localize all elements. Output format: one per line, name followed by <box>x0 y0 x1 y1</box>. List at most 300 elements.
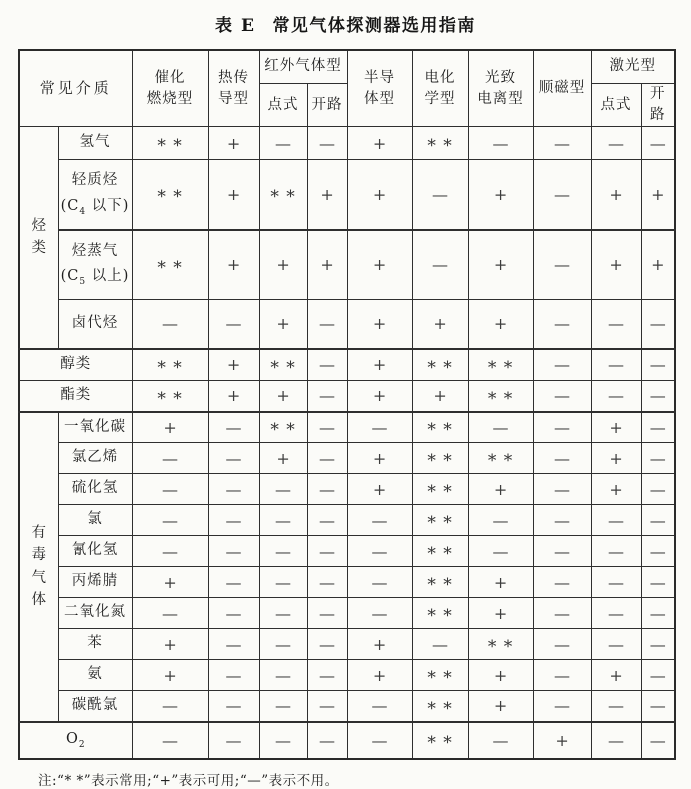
rating-cell <box>208 443 259 474</box>
rating-cell <box>208 474 259 505</box>
table-row <box>19 160 675 230</box>
rating-symbol: + <box>609 184 623 204</box>
gas-detector-selection-table <box>18 49 676 760</box>
table-row <box>19 598 675 629</box>
table-body <box>19 127 675 759</box>
rating-symbol: — <box>554 448 571 468</box>
rating-symbol: + <box>276 386 290 406</box>
rating-cell <box>259 660 307 691</box>
rating-cell <box>412 381 468 412</box>
rating-cell <box>641 127 675 160</box>
rating-cell <box>259 443 307 474</box>
rating-symbol: * * <box>427 136 453 157</box>
rating-cell <box>533 412 591 443</box>
rating-symbol: — <box>554 184 571 204</box>
rating-cell <box>208 629 259 660</box>
rating-symbol: — <box>319 510 336 530</box>
rating-symbol: + <box>609 665 623 685</box>
rating-symbol: — <box>492 417 509 437</box>
rating-symbol: — <box>319 603 336 623</box>
rating-cell <box>641 536 675 567</box>
rating-cell <box>132 567 208 598</box>
rating-symbol: — <box>608 696 625 716</box>
rating-cell <box>208 381 259 412</box>
rating-cell <box>468 160 533 230</box>
media-name <box>58 660 132 691</box>
label-text: (C <box>60 197 80 214</box>
rating-symbol: — <box>371 730 388 750</box>
rating-symbol: — <box>649 314 666 334</box>
rating-cell <box>259 412 307 443</box>
rating-cell <box>641 629 675 660</box>
rating-symbol: — <box>162 479 179 499</box>
rating-symbol: + <box>320 255 334 275</box>
media-name <box>19 722 132 759</box>
rating-symbol: — <box>319 133 336 153</box>
rating-symbol: + <box>276 314 290 334</box>
rating-cell <box>307 160 347 230</box>
rating-symbol: + <box>609 255 623 275</box>
rating-cell <box>591 505 641 536</box>
rating-symbol: — <box>554 417 571 437</box>
rating-cell <box>591 474 641 505</box>
rating-symbol: — <box>554 603 571 623</box>
rating-cell <box>533 381 591 412</box>
rating-symbol: + <box>493 479 508 499</box>
rating-cell <box>259 160 307 230</box>
legend-note: 注:“* *”表示常用;“+”表示可用;“—”表示不用。 <box>38 772 339 789</box>
rating-symbol: * * <box>427 420 453 441</box>
rating-symbol: + <box>372 479 387 499</box>
rating-symbol: + <box>433 314 447 334</box>
table-row <box>19 505 675 536</box>
rating-cell <box>208 349 259 381</box>
rating-symbol: — <box>554 386 571 406</box>
rating-symbol: — <box>225 634 242 654</box>
rating-cell <box>347 443 412 474</box>
rating-symbol: — <box>554 696 571 716</box>
rating-symbol: — <box>275 665 292 685</box>
rating-symbol: + <box>372 355 387 375</box>
rating-symbol: — <box>225 448 242 468</box>
rating-symbol: — <box>162 603 179 623</box>
rating-cell <box>307 443 347 474</box>
label-text: 醇类 <box>60 356 92 373</box>
rating-symbol: + <box>493 603 508 623</box>
rating-cell <box>307 300 347 349</box>
rating-symbol: * * <box>427 606 453 627</box>
rating-symbol: — <box>225 510 242 530</box>
rating-cell <box>412 660 468 691</box>
rating-symbol: — <box>432 184 449 204</box>
rating-cell <box>412 160 468 230</box>
rating-cell <box>208 127 259 160</box>
rating-symbol: — <box>608 603 625 623</box>
label-text: 苯 <box>87 635 103 652</box>
rating-symbol: + <box>372 386 387 406</box>
rating-symbol: — <box>225 572 242 592</box>
rating-cell <box>307 349 347 381</box>
rating-symbol: — <box>225 730 242 750</box>
rating-cell <box>132 300 208 349</box>
rating-symbol: — <box>649 541 666 561</box>
rating-cell <box>533 505 591 536</box>
rating-symbol: * * <box>157 388 183 409</box>
label-text: 卤代烃 <box>71 315 119 332</box>
rating-symbol: — <box>275 634 292 654</box>
rating-symbol: — <box>162 510 179 530</box>
rating-symbol: — <box>275 696 292 716</box>
rating-cell <box>347 349 412 381</box>
rating-symbol: + <box>651 184 665 204</box>
rating-cell <box>307 536 347 567</box>
rating-cell <box>533 230 591 300</box>
rating-cell <box>132 505 208 536</box>
rating-cell <box>412 629 468 660</box>
rating-symbol: — <box>371 510 388 530</box>
rating-symbol: — <box>319 665 336 685</box>
rating-symbol: + <box>163 417 177 437</box>
rating-cell <box>591 349 641 381</box>
media-name <box>58 536 132 567</box>
rating-cell <box>641 691 675 722</box>
header-text: 学型 <box>424 90 456 107</box>
rating-symbol: + <box>493 255 508 275</box>
rating-symbol: + <box>493 314 508 334</box>
rating-symbol: * * <box>270 357 296 378</box>
label-text: (C <box>60 268 80 285</box>
rating-symbol: * * <box>427 513 453 534</box>
rating-cell <box>208 160 259 230</box>
rating-cell <box>412 536 468 567</box>
rating-symbol: — <box>554 133 571 153</box>
col-header-electrochemical <box>412 50 468 127</box>
rating-symbol: — <box>432 255 449 275</box>
rating-cell <box>468 349 533 381</box>
rating-symbol: — <box>319 448 336 468</box>
media-name <box>58 127 132 160</box>
rating-symbol: + <box>226 255 241 275</box>
rating-symbol: * * <box>427 544 453 565</box>
rating-cell <box>259 722 307 759</box>
label-text: 轻质烃 <box>71 172 119 189</box>
header-text: 催化 <box>154 69 186 86</box>
rating-symbol: — <box>225 314 242 334</box>
rating-symbol: — <box>319 730 336 750</box>
rating-cell <box>259 536 307 567</box>
rating-cell <box>347 536 412 567</box>
rating-symbol: — <box>649 634 666 654</box>
table-row <box>19 230 675 300</box>
rating-cell <box>468 230 533 300</box>
header-text: 热传 <box>218 69 250 86</box>
rating-cell <box>412 412 468 443</box>
rating-cell <box>347 567 412 598</box>
media-name <box>58 598 132 629</box>
rating-cell <box>533 629 591 660</box>
table-row <box>19 660 675 691</box>
rating-symbol: — <box>554 665 571 685</box>
header-text: 燃烧型 <box>146 90 194 107</box>
header-text: 电化 <box>424 69 456 86</box>
rating-symbol: * * <box>157 187 183 208</box>
rating-cell <box>533 660 591 691</box>
label-text: 二氧化氮 <box>64 604 126 621</box>
media-group-label: 烃 类 <box>19 127 58 349</box>
rating-cell <box>412 474 468 505</box>
rating-symbol: * * <box>487 388 514 409</box>
rating-symbol: * * <box>427 733 453 754</box>
rating-symbol: + <box>372 255 387 275</box>
rating-symbol: + <box>609 417 623 437</box>
rating-symbol: + <box>372 665 387 685</box>
media-name <box>58 160 132 230</box>
rating-symbol: — <box>319 696 336 716</box>
rating-cell <box>132 691 208 722</box>
rating-cell <box>412 443 468 474</box>
rating-symbol: — <box>554 255 571 275</box>
col-header-media: 常见介质 <box>19 50 132 127</box>
rating-symbol: — <box>554 634 571 654</box>
rating-symbol: — <box>319 572 336 592</box>
label-text: 碳酰氯 <box>71 697 119 714</box>
rating-symbol: — <box>275 541 292 561</box>
rating-cell <box>347 598 412 629</box>
rating-cell <box>468 567 533 598</box>
media-name <box>58 300 132 349</box>
rating-cell <box>533 349 591 381</box>
rating-cell <box>412 230 468 300</box>
media-name <box>58 691 132 722</box>
rating-cell <box>132 660 208 691</box>
rating-cell <box>307 691 347 722</box>
rating-symbol: — <box>608 510 625 530</box>
rating-symbol: + <box>372 184 387 204</box>
rating-cell <box>591 722 641 759</box>
media-name <box>58 567 132 598</box>
rating-symbol: — <box>225 603 242 623</box>
rating-symbol: * * <box>157 257 183 278</box>
table-row <box>19 443 675 474</box>
rating-symbol: * * <box>427 668 453 689</box>
media-name <box>58 629 132 660</box>
label-text: 氢气 <box>79 134 111 151</box>
table-row <box>19 567 675 598</box>
rating-symbol: — <box>162 448 179 468</box>
rating-symbol: — <box>225 417 242 437</box>
rating-symbol: — <box>371 603 388 623</box>
rating-symbol: — <box>319 314 336 334</box>
rating-symbol: — <box>608 355 625 375</box>
rating-symbol: + <box>226 184 241 204</box>
rating-cell <box>533 300 591 349</box>
rating-symbol: — <box>649 355 666 375</box>
rating-cell <box>533 691 591 722</box>
rating-cell <box>259 127 307 160</box>
rating-cell <box>641 230 675 300</box>
rating-cell <box>132 629 208 660</box>
rating-cell <box>208 691 259 722</box>
table-row <box>19 722 675 759</box>
rating-cell <box>347 160 412 230</box>
table-header <box>19 50 675 127</box>
rating-symbol: — <box>554 572 571 592</box>
rating-cell <box>347 505 412 536</box>
rating-symbol: — <box>371 417 388 437</box>
col-header-laser: 激光型 <box>591 50 675 84</box>
rating-cell <box>468 474 533 505</box>
rating-cell <box>307 629 347 660</box>
rating-cell <box>468 443 533 474</box>
rating-cell <box>132 722 208 759</box>
rating-symbol: — <box>608 730 625 750</box>
rating-symbol: * * <box>487 357 514 378</box>
rating-cell <box>259 598 307 629</box>
rating-symbol: — <box>371 541 388 561</box>
rating-symbol: — <box>371 572 388 592</box>
rating-symbol: * * <box>427 698 453 719</box>
rating-cell <box>641 349 675 381</box>
rating-symbol: — <box>225 696 242 716</box>
rating-cell <box>468 127 533 160</box>
rating-symbol: + <box>651 255 665 275</box>
rating-cell <box>208 300 259 349</box>
label-text: 烃蒸气 <box>71 242 119 259</box>
rating-symbol: * * <box>427 575 453 596</box>
rating-symbol: * * <box>270 420 296 441</box>
rating-cell <box>307 567 347 598</box>
rating-symbol: — <box>649 479 666 499</box>
table-row <box>19 629 675 660</box>
media-name <box>58 412 132 443</box>
col-header-laser-point: 点式 <box>591 84 641 127</box>
col-header-paramagnetic: 顺磁型 <box>533 50 591 127</box>
media-name <box>19 381 132 412</box>
rating-symbol: + <box>372 133 387 153</box>
subscript-text: 2 <box>78 739 86 750</box>
rating-symbol: — <box>492 541 509 561</box>
header-text: 导型 <box>218 90 250 107</box>
rating-cell <box>132 127 208 160</box>
label-text: 以上) <box>86 268 130 285</box>
rating-symbol: — <box>225 479 242 499</box>
rating-cell <box>591 230 641 300</box>
rating-symbol: — <box>225 541 242 561</box>
rating-cell <box>591 536 641 567</box>
rating-symbol: + <box>493 696 508 716</box>
rating-symbol: * * <box>157 136 183 157</box>
rating-cell <box>468 598 533 629</box>
media-name <box>58 230 132 300</box>
rating-symbol: + <box>163 572 177 592</box>
rating-symbol: * * <box>427 482 453 503</box>
rating-symbol: — <box>275 572 292 592</box>
rating-symbol: — <box>371 696 388 716</box>
rating-symbol: — <box>554 510 571 530</box>
label-text: 以下) <box>86 197 130 214</box>
rating-cell <box>641 567 675 598</box>
rating-cell <box>641 381 675 412</box>
rating-cell <box>307 412 347 443</box>
table-row <box>19 474 675 505</box>
col-header-catalytic <box>132 50 208 127</box>
rating-cell <box>412 300 468 349</box>
rating-symbol: — <box>275 603 292 623</box>
rating-cell <box>259 300 307 349</box>
subscript-text: 5 <box>79 277 87 288</box>
rating-cell <box>347 629 412 660</box>
rating-cell <box>533 127 591 160</box>
rating-symbol: — <box>649 510 666 530</box>
rating-cell <box>591 127 641 160</box>
rating-cell <box>641 505 675 536</box>
media-name <box>58 474 132 505</box>
rating-cell <box>347 412 412 443</box>
col-header-semiconductor <box>347 50 412 127</box>
rating-cell <box>591 412 641 443</box>
rating-cell <box>307 598 347 629</box>
rating-symbol: — <box>649 133 666 153</box>
rating-symbol: + <box>609 479 623 499</box>
rating-cell <box>347 230 412 300</box>
rating-symbol: * * <box>270 187 296 208</box>
rating-cell <box>591 598 641 629</box>
rating-cell <box>259 629 307 660</box>
rating-symbol: — <box>319 355 336 375</box>
label-text: 酯类 <box>60 387 92 404</box>
rating-cell <box>259 230 307 300</box>
rating-cell <box>208 598 259 629</box>
rating-cell <box>468 412 533 443</box>
rating-cell <box>307 660 347 691</box>
rating-cell <box>132 230 208 300</box>
rating-symbol: — <box>225 665 242 685</box>
rating-cell <box>468 536 533 567</box>
col-header-thermal <box>208 50 259 127</box>
table-row <box>19 691 675 722</box>
rating-cell <box>641 474 675 505</box>
rating-cell <box>132 349 208 381</box>
rating-symbol: + <box>555 730 569 750</box>
rating-cell <box>591 443 641 474</box>
label-text: 硫化氢 <box>71 480 119 497</box>
rating-cell <box>307 505 347 536</box>
rating-symbol: * * <box>427 357 453 378</box>
rating-cell <box>132 160 208 230</box>
rating-cell <box>468 722 533 759</box>
col-header-laser-open: 开路 <box>641 84 675 127</box>
media-name <box>58 443 132 474</box>
rating-cell <box>132 474 208 505</box>
rating-cell <box>641 443 675 474</box>
rating-cell <box>591 629 641 660</box>
rating-cell <box>412 127 468 160</box>
rating-cell <box>533 536 591 567</box>
rating-cell <box>412 598 468 629</box>
rating-symbol: — <box>492 133 509 153</box>
table-number: 表 E <box>215 16 256 36</box>
rating-cell <box>412 691 468 722</box>
rating-cell <box>208 412 259 443</box>
rating-cell <box>208 567 259 598</box>
table-title <box>0 0 691 36</box>
rating-symbol: * * <box>487 637 514 658</box>
rating-cell <box>468 300 533 349</box>
header-text: 体型 <box>364 90 396 107</box>
rating-cell <box>468 381 533 412</box>
rating-symbol: * * <box>157 357 183 378</box>
media-name <box>19 349 132 381</box>
